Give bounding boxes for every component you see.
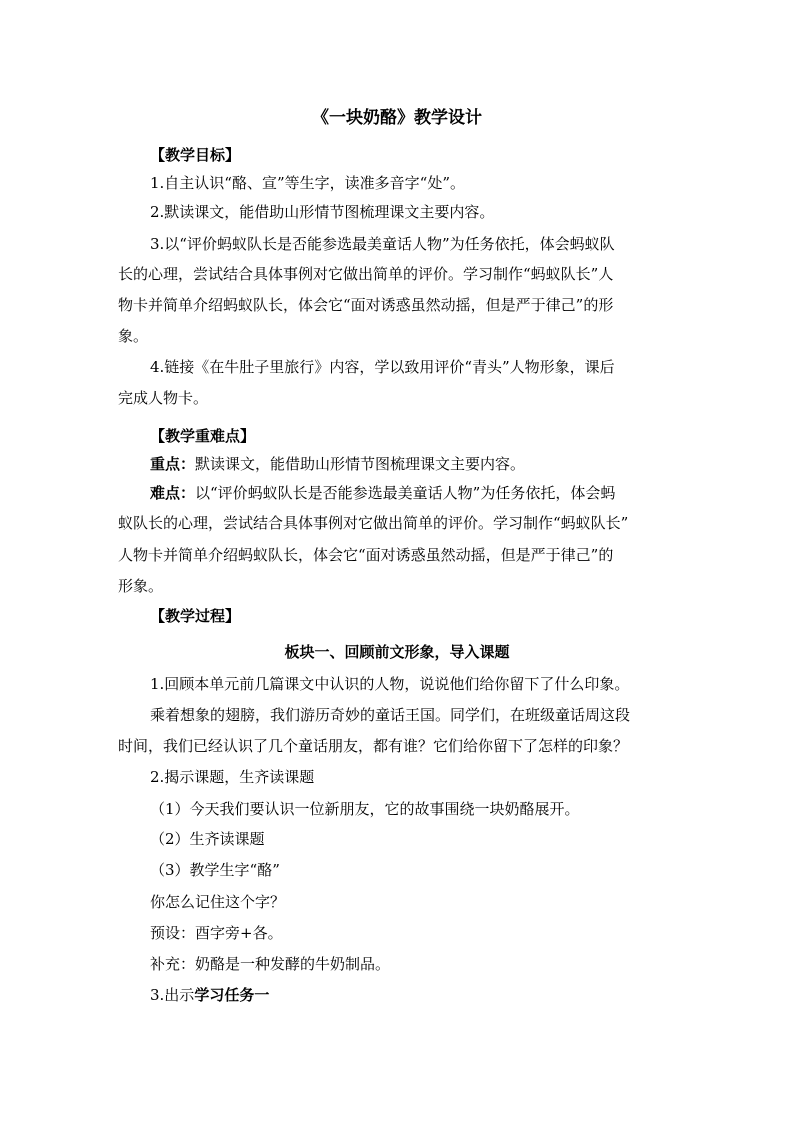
- goal-item-4-line-1: 4.链接《在牛肚子里旅行》内容，学以致用评价“青头”人物形象，课后: [150, 358, 615, 376]
- goal-item-2: 2.默读课文，能借助山形情节图梳理课文主要内容。: [150, 203, 495, 221]
- step-1-desc-line-1: 乘着想象的翅膀，我们游历奇妙的童话王国。同学们，在班级童话周这段: [150, 706, 631, 724]
- focus-label: 重点：: [150, 455, 196, 473]
- step-1: 1.回顾本单元前几篇课文中认识的人物，说说他们给你留下了什么印象。: [150, 675, 630, 693]
- goal-item-3-line-2: 长的心理，尝试结合具体事例对它做出简单的评价。学习制作“蚂蚁队长”人: [118, 265, 614, 283]
- difficulty-line-2: 蚁队长的心理，尝试结合具体事例对它做出简单的评价。学习制作“蚂蚁队长”: [118, 514, 629, 532]
- difficulty-label: 难点：: [150, 484, 196, 502]
- focus-text: 默读课文，能借助山形情节图梳理课文主要内容。: [195, 455, 526, 473]
- learning-task-1: 学习任务一: [194, 986, 270, 1004]
- goal-item-3-line-1: 3.以“评价蚂蚁队长是否能参选最美童话人物”为任务依托，体会蚂蚁队: [150, 235, 615, 253]
- goal-item-3-line-4: 象。: [118, 327, 149, 345]
- difficulty-line-1: 难点：以“评价蚂蚁队长是否能参选最美童话人物”为任务依托，体会蚂: [150, 484, 616, 502]
- question-line: 你怎么记住这个字？: [150, 893, 286, 911]
- block1-title: 板块一、回顾前文形象，导入课题: [284, 643, 510, 661]
- goal-item-4-line-2: 完成人物卡。: [118, 389, 209, 407]
- supplement-line: 补充：奶酪是一种发酵的牛奶制品。: [150, 955, 391, 973]
- sub-step-1: （1）今天我们要认识一位新朋友，它的故事围绕一块奶酪展开。: [150, 800, 580, 818]
- preset-line: 预设：酉字旁+各。: [150, 924, 283, 942]
- sub-step-3: （3）教学生字“酪”: [150, 861, 280, 879]
- process-heading: 【教学过程】: [150, 607, 241, 625]
- focus-line: [150, 454, 525, 474]
- keypoints-heading: 【教学重难点】: [150, 427, 256, 445]
- sub-step-2: （2）生齐读课题: [150, 830, 265, 848]
- document-title: 《一块奶酪》教学设计: [312, 108, 482, 128]
- difficulty-line-4: 形象。: [118, 577, 164, 595]
- step-3: 3.出示学习任务一: [150, 986, 270, 1004]
- goal-item-1: 1.自主认识“酪、宣”等生字，读准多音字“处”。: [150, 174, 465, 192]
- goals-heading: 【教学目标】: [150, 146, 241, 164]
- goal-item-3-line-3: 物卡并简单介绍蚂蚁队长，体会它“面对诱惑虽然动摇，但是严于律己”的形: [118, 296, 614, 314]
- difficulty-line-3: 人物卡并简单介绍蚂蚁队长，体会它“面对诱惑虽然动摇，但是严于律己”的: [118, 546, 614, 564]
- step-1-desc-line-2: 时间，我们已经认识了几个童话朋友，都有谁？它们给你留下了怎样的印象？: [118, 737, 629, 755]
- step-2: 2.揭示课题，生齐读课题: [150, 768, 315, 786]
